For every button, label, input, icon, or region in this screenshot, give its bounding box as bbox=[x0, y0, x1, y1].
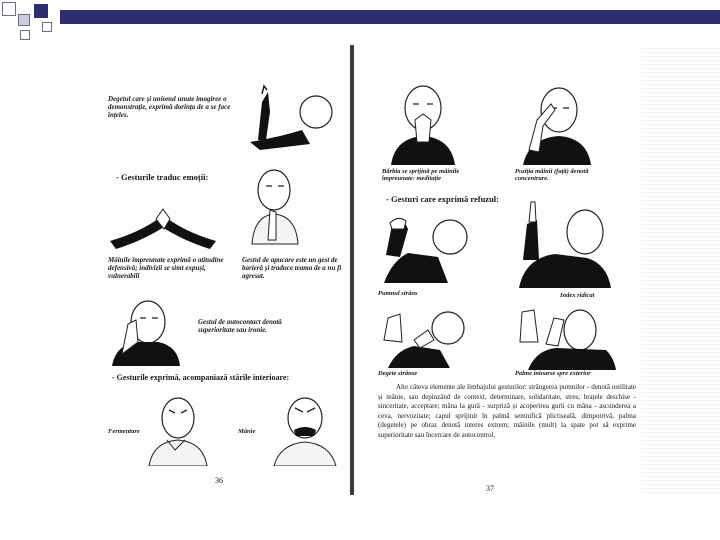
slide-decoration bbox=[0, 0, 720, 40]
caption-joined-hands: Mâinile împreunate exprimă o atitudine defensivă; indivizii se simt expuși, vulnerabili bbox=[108, 256, 224, 280]
book-spine bbox=[350, 45, 354, 495]
heading-inner-states: - Gesturile exprimă, acompaniază stările interioare: bbox=[112, 373, 290, 382]
figure-palms-man bbox=[510, 300, 620, 370]
label-anger: Mânie bbox=[238, 428, 256, 435]
deco-square bbox=[42, 22, 52, 32]
heading-refusal: - Gesturi care exprimă refuzul: bbox=[386, 194, 499, 204]
figure-angry-man bbox=[270, 388, 340, 466]
deco-square bbox=[2, 2, 16, 16]
gestures-paragraph: Alte câteva elemente ale limbajului gesturilor: strângerea pumnilor - denotă ostilitate și mânie, sau depinzând de context, determinare, solidaritate, stres; brațele deschise - sinceritate, acceptare; mâna la gură - surpriză și acoperirea gurii cu mâna - ascunderea a ceva, nervozitate; capul sprijinit în palmă semnifică plictiseală, dimpotrivă, palma (degetele) pe obraz denotă interes extrem; mâinile (mult) la spate pot să exprime superioritate sau încercare de autocontrol. bbox=[378, 383, 636, 439]
figure-fist-man bbox=[378, 205, 478, 285]
page-number-left: 36 bbox=[215, 476, 223, 485]
deco-square bbox=[18, 14, 30, 26]
figure-joined-hands bbox=[108, 205, 218, 250]
caption-chin-grip: Gestul de apucare este un gest de barieră și traduce teama de a nu fi agresat. bbox=[242, 256, 342, 280]
figure-chin-man bbox=[240, 160, 310, 245]
heading-emotions: - Gesturile traduc emoții: bbox=[116, 172, 209, 182]
figure-pointing-man bbox=[240, 82, 340, 152]
figure-thumb-man bbox=[378, 300, 478, 370]
caption-pointing: Degetul care și unionul unute imagiree o demonstrație, exprimă dorința de a se face înțeles. bbox=[108, 95, 231, 119]
label-index: Index ridicat bbox=[560, 292, 595, 299]
figure-firm-man bbox=[145, 388, 210, 466]
figure-forehead-man bbox=[515, 80, 595, 165]
page-number-right: 37 bbox=[486, 484, 494, 493]
figure-mouth-man bbox=[385, 80, 460, 165]
deco-square bbox=[34, 4, 48, 18]
label-firm: Fermentare bbox=[108, 428, 140, 435]
figure-index-man bbox=[515, 198, 615, 288]
deco-square bbox=[20, 30, 30, 40]
page-edge bbox=[641, 45, 720, 495]
caption-cheek-contact: Gestul de autocontact denotă superioritate sau ironie. bbox=[198, 318, 282, 334]
figure-cheek-man bbox=[108, 292, 183, 367]
label-thumb: Degete strânse bbox=[378, 370, 418, 377]
caption-forehead: Poziția mâinii (față) denotă concentrare. bbox=[515, 168, 589, 182]
label-fist: Pumnul strâns bbox=[378, 290, 418, 297]
label-palms: Palme întoarse spre exterior bbox=[515, 370, 591, 377]
caption-mouth: Bărbia se sprijină pe mâinile împreunate: meditație bbox=[382, 168, 460, 182]
title-bar bbox=[60, 10, 720, 24]
